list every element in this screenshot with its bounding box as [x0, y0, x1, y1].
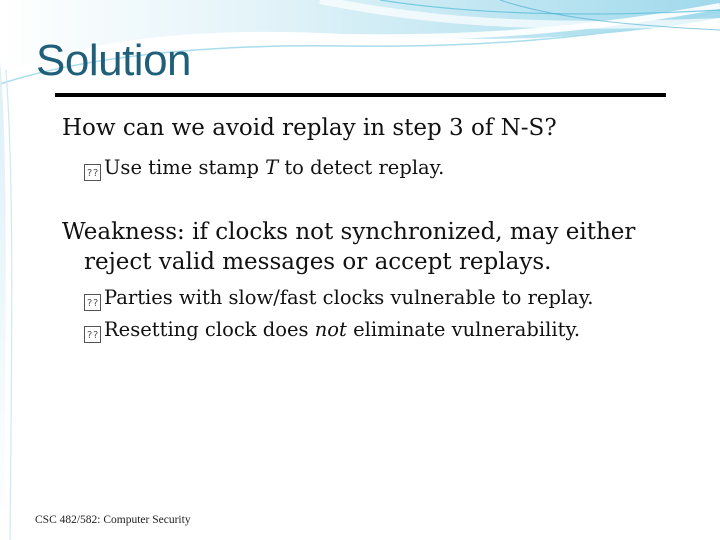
- bullet-placeholder-icon: ??: [84, 326, 101, 343]
- bullet-text-post: to detect replay.: [278, 156, 445, 179]
- title-underline-divider: [55, 93, 666, 97]
- bullet-emphasis-not: not: [314, 318, 347, 341]
- slide-footer: CSC 482/582: Computer Security: [35, 514, 191, 526]
- bullet-text: Parties with slow/fast clocks vulnerable to replay.: [104, 286, 594, 309]
- bullet-text-pre: Resetting clock does: [104, 318, 315, 341]
- bullet-text-post: eliminate vulnerability.: [346, 318, 581, 341]
- bullet-item-resetting-clock: [84, 318, 580, 343]
- slide-title: Solution: [36, 36, 192, 85]
- bullet-item-timestamp: [84, 156, 444, 181]
- weakness-paragraph: [62, 217, 672, 277]
- weakness-line-2: reject valid messages or accept replays.: [84, 249, 552, 275]
- bullet-placeholder-icon: ??: [84, 164, 101, 181]
- bullet-item-slow-fast-clocks: [84, 286, 593, 311]
- bullet-text-pre: Use time stamp: [104, 156, 266, 179]
- question-text: How can we avoid replay in step 3 of N-S?: [62, 115, 557, 141]
- weakness-line-1: Weakness: if clocks not synchronized, may either: [62, 219, 636, 245]
- bullet-variable-t: T: [265, 156, 279, 179]
- bullet-placeholder-icon: ??: [84, 294, 101, 311]
